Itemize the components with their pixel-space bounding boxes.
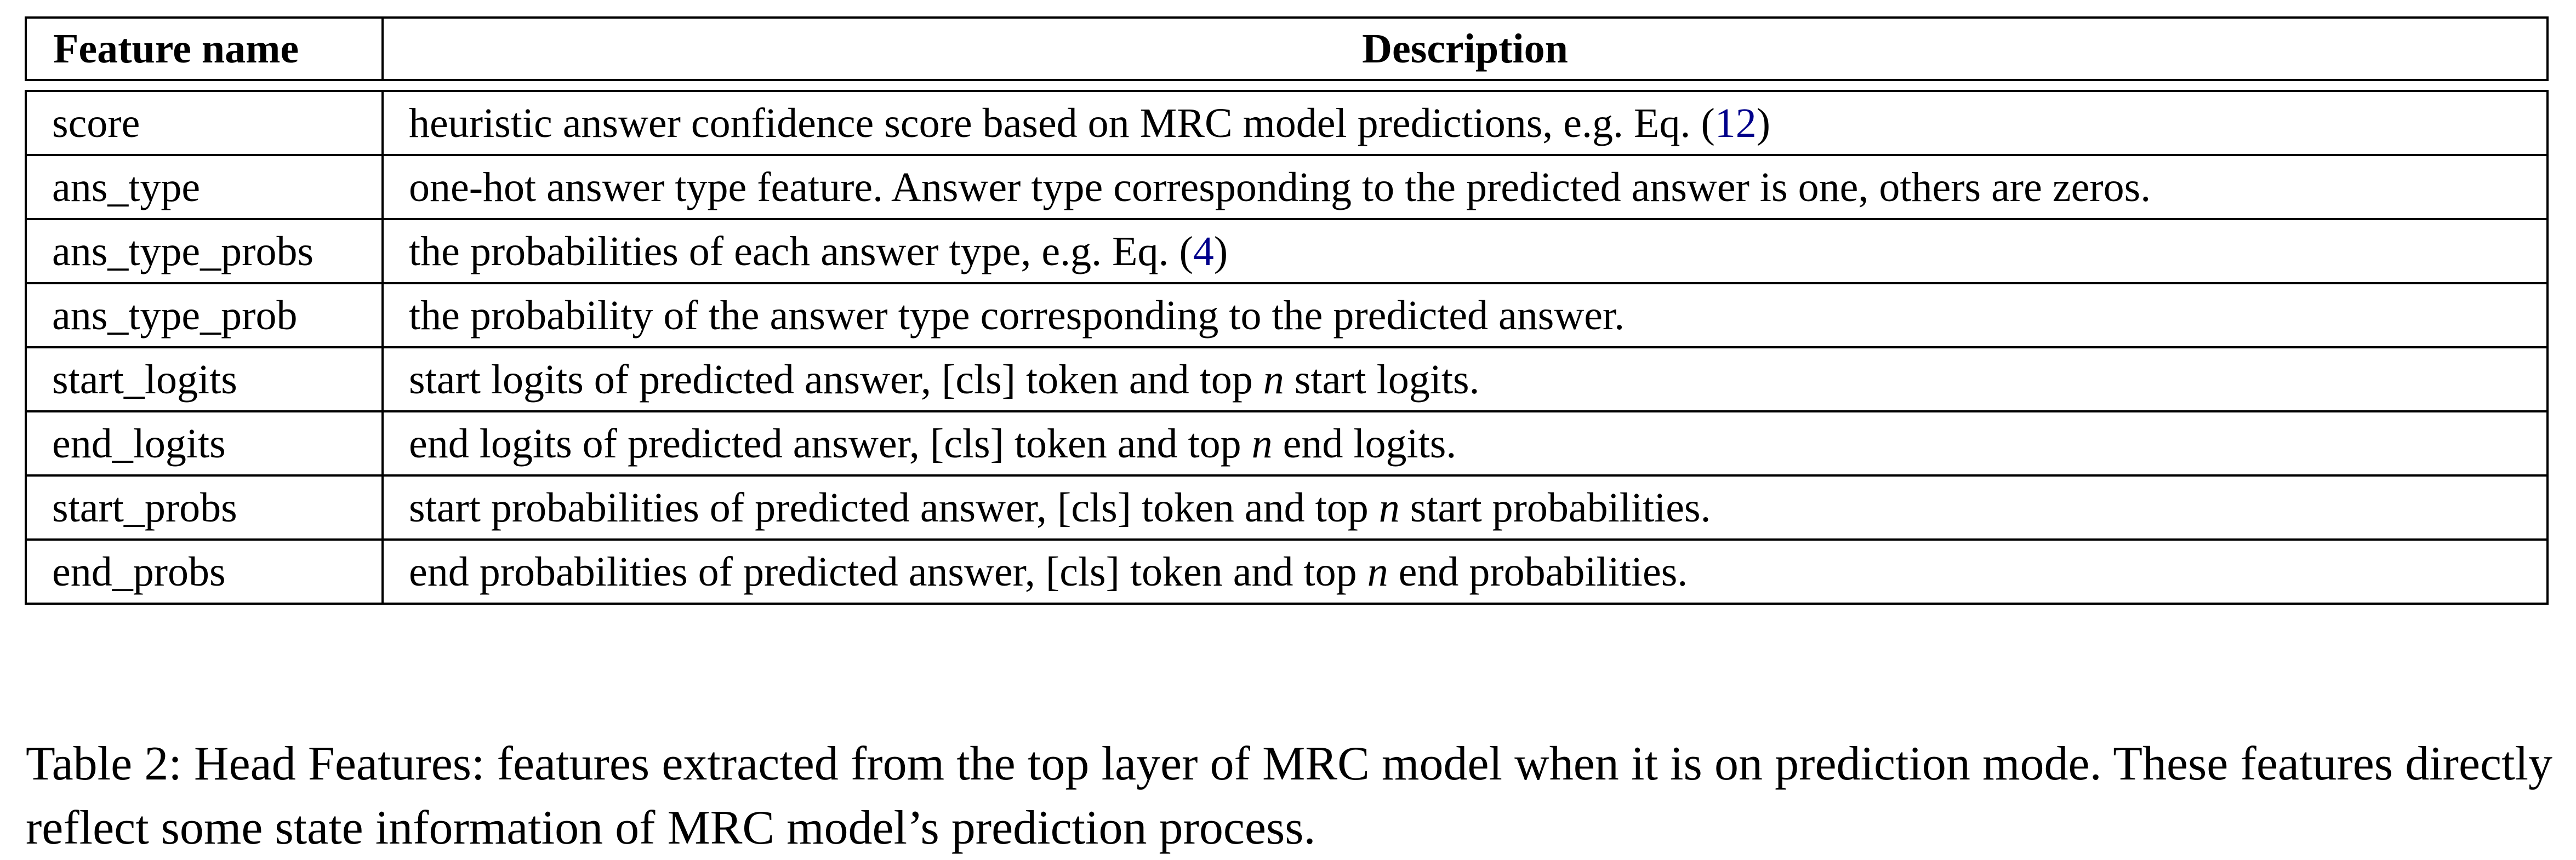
math-variable: n <box>1251 420 1273 467</box>
description-text: end logits. <box>1272 420 1457 467</box>
header-gap <box>26 80 2547 91</box>
description-text: ) <box>1756 100 1771 146</box>
table-row-end-logits <box>26 411 2547 475</box>
head-features-table <box>25 16 2549 605</box>
description-text: start probabilities. <box>1399 484 1711 531</box>
math-variable: n <box>1378 484 1400 531</box>
table-caption: Table 2: Head Features: features extracted from the top layer of MRC model when it is on prediction mode. These features directly reflect some state information of MRC model’s prediction process. <box>26 737 2552 855</box>
feature-description-cell <box>383 540 2547 604</box>
description-text: the probabilities of each answer type, e.g. Eq. ( <box>409 228 1193 274</box>
description-text: end logits of predicted answer, [cls] token and top <box>409 420 1252 467</box>
feature-name-cell: ans_type_prob <box>26 283 383 347</box>
features-table-container <box>25 16 2549 605</box>
feature-name-cell: ans_type_probs <box>26 219 383 283</box>
header-feature-name: Feature name <box>26 18 383 80</box>
feature-name-cell: ans_type <box>26 155 383 219</box>
description-text: end probabilities. <box>1388 548 1688 595</box>
feature-name-cell: start_logits <box>26 347 383 411</box>
header-description: Description <box>383 18 2547 80</box>
feature-description-cell <box>383 219 2547 283</box>
feature-description-cell <box>383 91 2547 155</box>
table-row-ans-type-probs <box>26 219 2547 283</box>
description-text: start probabilities of predicted answer, [cls] token and top <box>409 484 1379 531</box>
table-row-ans-type <box>26 155 2547 219</box>
feature-name-cell: start_probs <box>26 475 383 540</box>
equation-reference-link[interactable]: 12 <box>1714 100 1757 146</box>
math-variable: n <box>1263 356 1284 403</box>
table-row-start-logits <box>26 347 2547 411</box>
feature-description-cell <box>383 475 2547 540</box>
description-text: start logits. <box>1284 356 1480 403</box>
feature-name-cell: end_logits <box>26 411 383 475</box>
description-text: start logits of predicted answer, [cls] token and top <box>409 356 1263 403</box>
table-row-end-probs <box>26 540 2547 604</box>
math-variable: n <box>1367 548 1388 595</box>
table-row-start-probs <box>26 475 2547 540</box>
description-text: heuristic answer confidence score based on MRC model predictions, e.g. Eq. ( <box>409 100 1715 146</box>
feature-name-cell: score <box>26 91 383 155</box>
table-row-ans-type-prob <box>26 283 2547 347</box>
feature-description-cell: one-hot answer type feature. Answer type corresponding to the predicted answer is one, others are zeros. <box>383 155 2547 219</box>
feature-name-cell: end_probs <box>26 540 383 604</box>
feature-description-cell <box>383 411 2547 475</box>
feature-description-cell: the probability of the answer type corresponding to the predicted answer. <box>383 283 2547 347</box>
feature-description-cell <box>383 347 2547 411</box>
equation-reference-link[interactable]: 4 <box>1193 228 1214 274</box>
description-text: end probabilities of predicted answer, [cls] token and top <box>409 548 1367 595</box>
table-header-row <box>26 18 2547 80</box>
description-text: ) <box>1213 228 1228 274</box>
table-row-score <box>26 91 2547 155</box>
